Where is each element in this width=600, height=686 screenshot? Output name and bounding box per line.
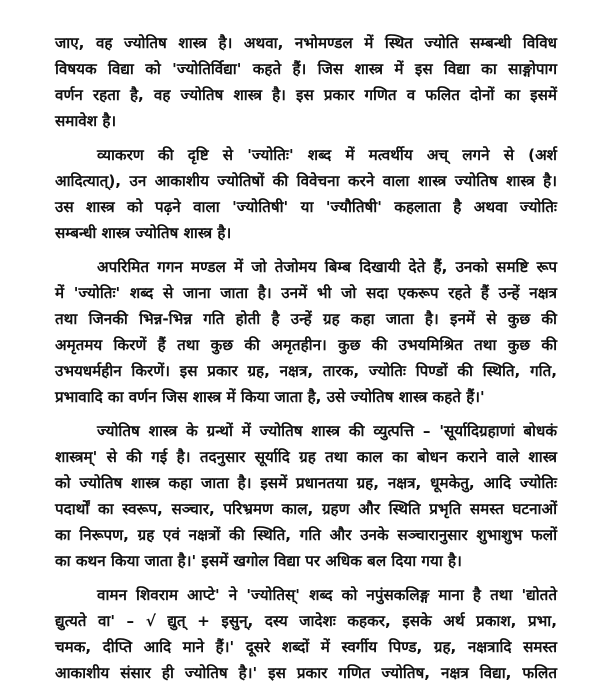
text-line: उस शास्त्र को पढ़ने वाला 'ज्योतिषी' या 'ज्यौतिषी' कहलाता है अथवा ज्योतिः — [55, 198, 557, 216]
paragraph-1 — [55, 30, 557, 134]
text-line: शास्त्रम्' से की गई है। तदनुसार सूर्यादि ग्रह तथा काल का बोधन कराने वाले शास्त्र — [55, 448, 557, 466]
paragraph-gap — [55, 410, 557, 418]
text-line: का कथन किया जाता है।' इसमें खगोल विद्या पर अधिक बल दिया गया है। — [55, 552, 462, 570]
text-line: पदार्थों का स्वरूप, सञ्चार, परिभ्रमण काल, ग्रहण और स्थिति प्रभृति समस्त घटनाओं — [55, 500, 557, 518]
paragraph-2 — [55, 142, 557, 246]
text-line: आदित्यात्), उन आकाशीय ज्योतिषों की विवेचना करने वाला शास्त्र ज्योतिष शास्त्र है। — [55, 172, 557, 190]
text-line: सम्बन्धी शास्त्र ज्योतिष शास्त्र है। — [55, 224, 232, 242]
text-line: चमक, दीप्ति आदि माने हैं।' दूसरे शब्दों में स्वर्गीय पिण्ड, ग्रह, नक्षत्रादि समस्त — [55, 638, 557, 656]
text-line: तथा जिनकी भिन्न-भिन्न गति होती है उन्हें ग्रह कहा जाता है। इनमें से कुछ की — [55, 310, 557, 328]
text-line: समावेश है। — [55, 112, 117, 130]
text-line: विषयक विद्या को 'ज्योतिर्विद्या' कहते हैं। जिस शास्त्र में इस विद्या का साङ्गोपाग — [55, 60, 557, 78]
text-line: को ज्योतिष शास्त्र कहा जाता है। इसमें प्रधानतया ग्रह, नक्षत्र, धूमकेतु, आदि ज्योतिः — [55, 474, 557, 492]
text-line: वर्णन रहता है, वह ज्योतिष शास्त्र है। इस प्रकार गणित व फलित दोनों का इसमें — [55, 86, 557, 104]
text-line: जाए, वह ज्योतिष शास्त्र है। अथवा, नभोमण्डल में स्थित ज्योति सम्बन्धी विविध — [55, 34, 557, 52]
paragraph-gap — [55, 574, 557, 582]
paragraph-5 — [55, 582, 557, 686]
paragraph-gap — [55, 134, 557, 142]
paragraph-4 — [55, 418, 557, 574]
paragraph-gap — [55, 246, 557, 254]
document-page — [55, 30, 557, 686]
text-line: उभयधर्महीन किरणें। इस प्रकार ग्रह, नक्षत्र, तारक, ज्योतिः पिण्डों की स्थिति, गति, — [55, 362, 557, 380]
text-line: वामन शिवराम आप्टे' ने 'ज्योतिस्' शब्द को नपुंसकलिङ्ग माना है तथा 'द्योतते — [97, 586, 557, 604]
text-line: प्रभावादि का वर्णन जिस शास्त्र में किया जाता है, उसे ज्योतिष शास्त्र कहते हैं।' — [55, 388, 485, 406]
paragraph-3 — [55, 254, 557, 410]
text-line: अपरिमित गगन मण्डल में जो तेजोमय बिम्ब दिखायी देते हैं, उनको समष्टि रूप — [97, 258, 557, 276]
text-line: ज्योतिष शास्त्र के ग्रन्थों में ज्योतिष शास्त्र की व्युत्पत्ति – 'सूर्यादिग्रहाणां बोधकं — [97, 422, 557, 440]
text-line: द्युत्यते वा' – √ द्युत् + इसुन्, दस्य जादेशः कहकर, इसके अर्थ प्रकाश, प्रभा, — [55, 612, 557, 630]
text-line: अमृतमय किरणें हैं तथा कुछ की अमृतहीन। कुछ की उभयमिश्रित तथा कुछ की — [55, 336, 557, 354]
text-line: का निरूपण, ग्रह एवं नक्षत्रों की स्थिति, गति और उनके सञ्चारानुसार शुभाशुभ फलों — [55, 526, 557, 544]
text-line: में 'ज्योतिः' शब्द से जाना जाता है। उनमें भी जो सदा एकरूप रहते हैं उन्हें नक्षत्र — [55, 284, 557, 302]
text-line: व्याकरण की दृष्टि से 'ज्योतिः' शब्द में मत्वर्थीय अच् लगने से (अर्श — [97, 146, 557, 164]
text-line: आकाशीय संसार ही ज्योतिष है।' इस प्रकार गणित ज्योतिष, नक्षत्र विद्या, फलित — [55, 664, 557, 682]
